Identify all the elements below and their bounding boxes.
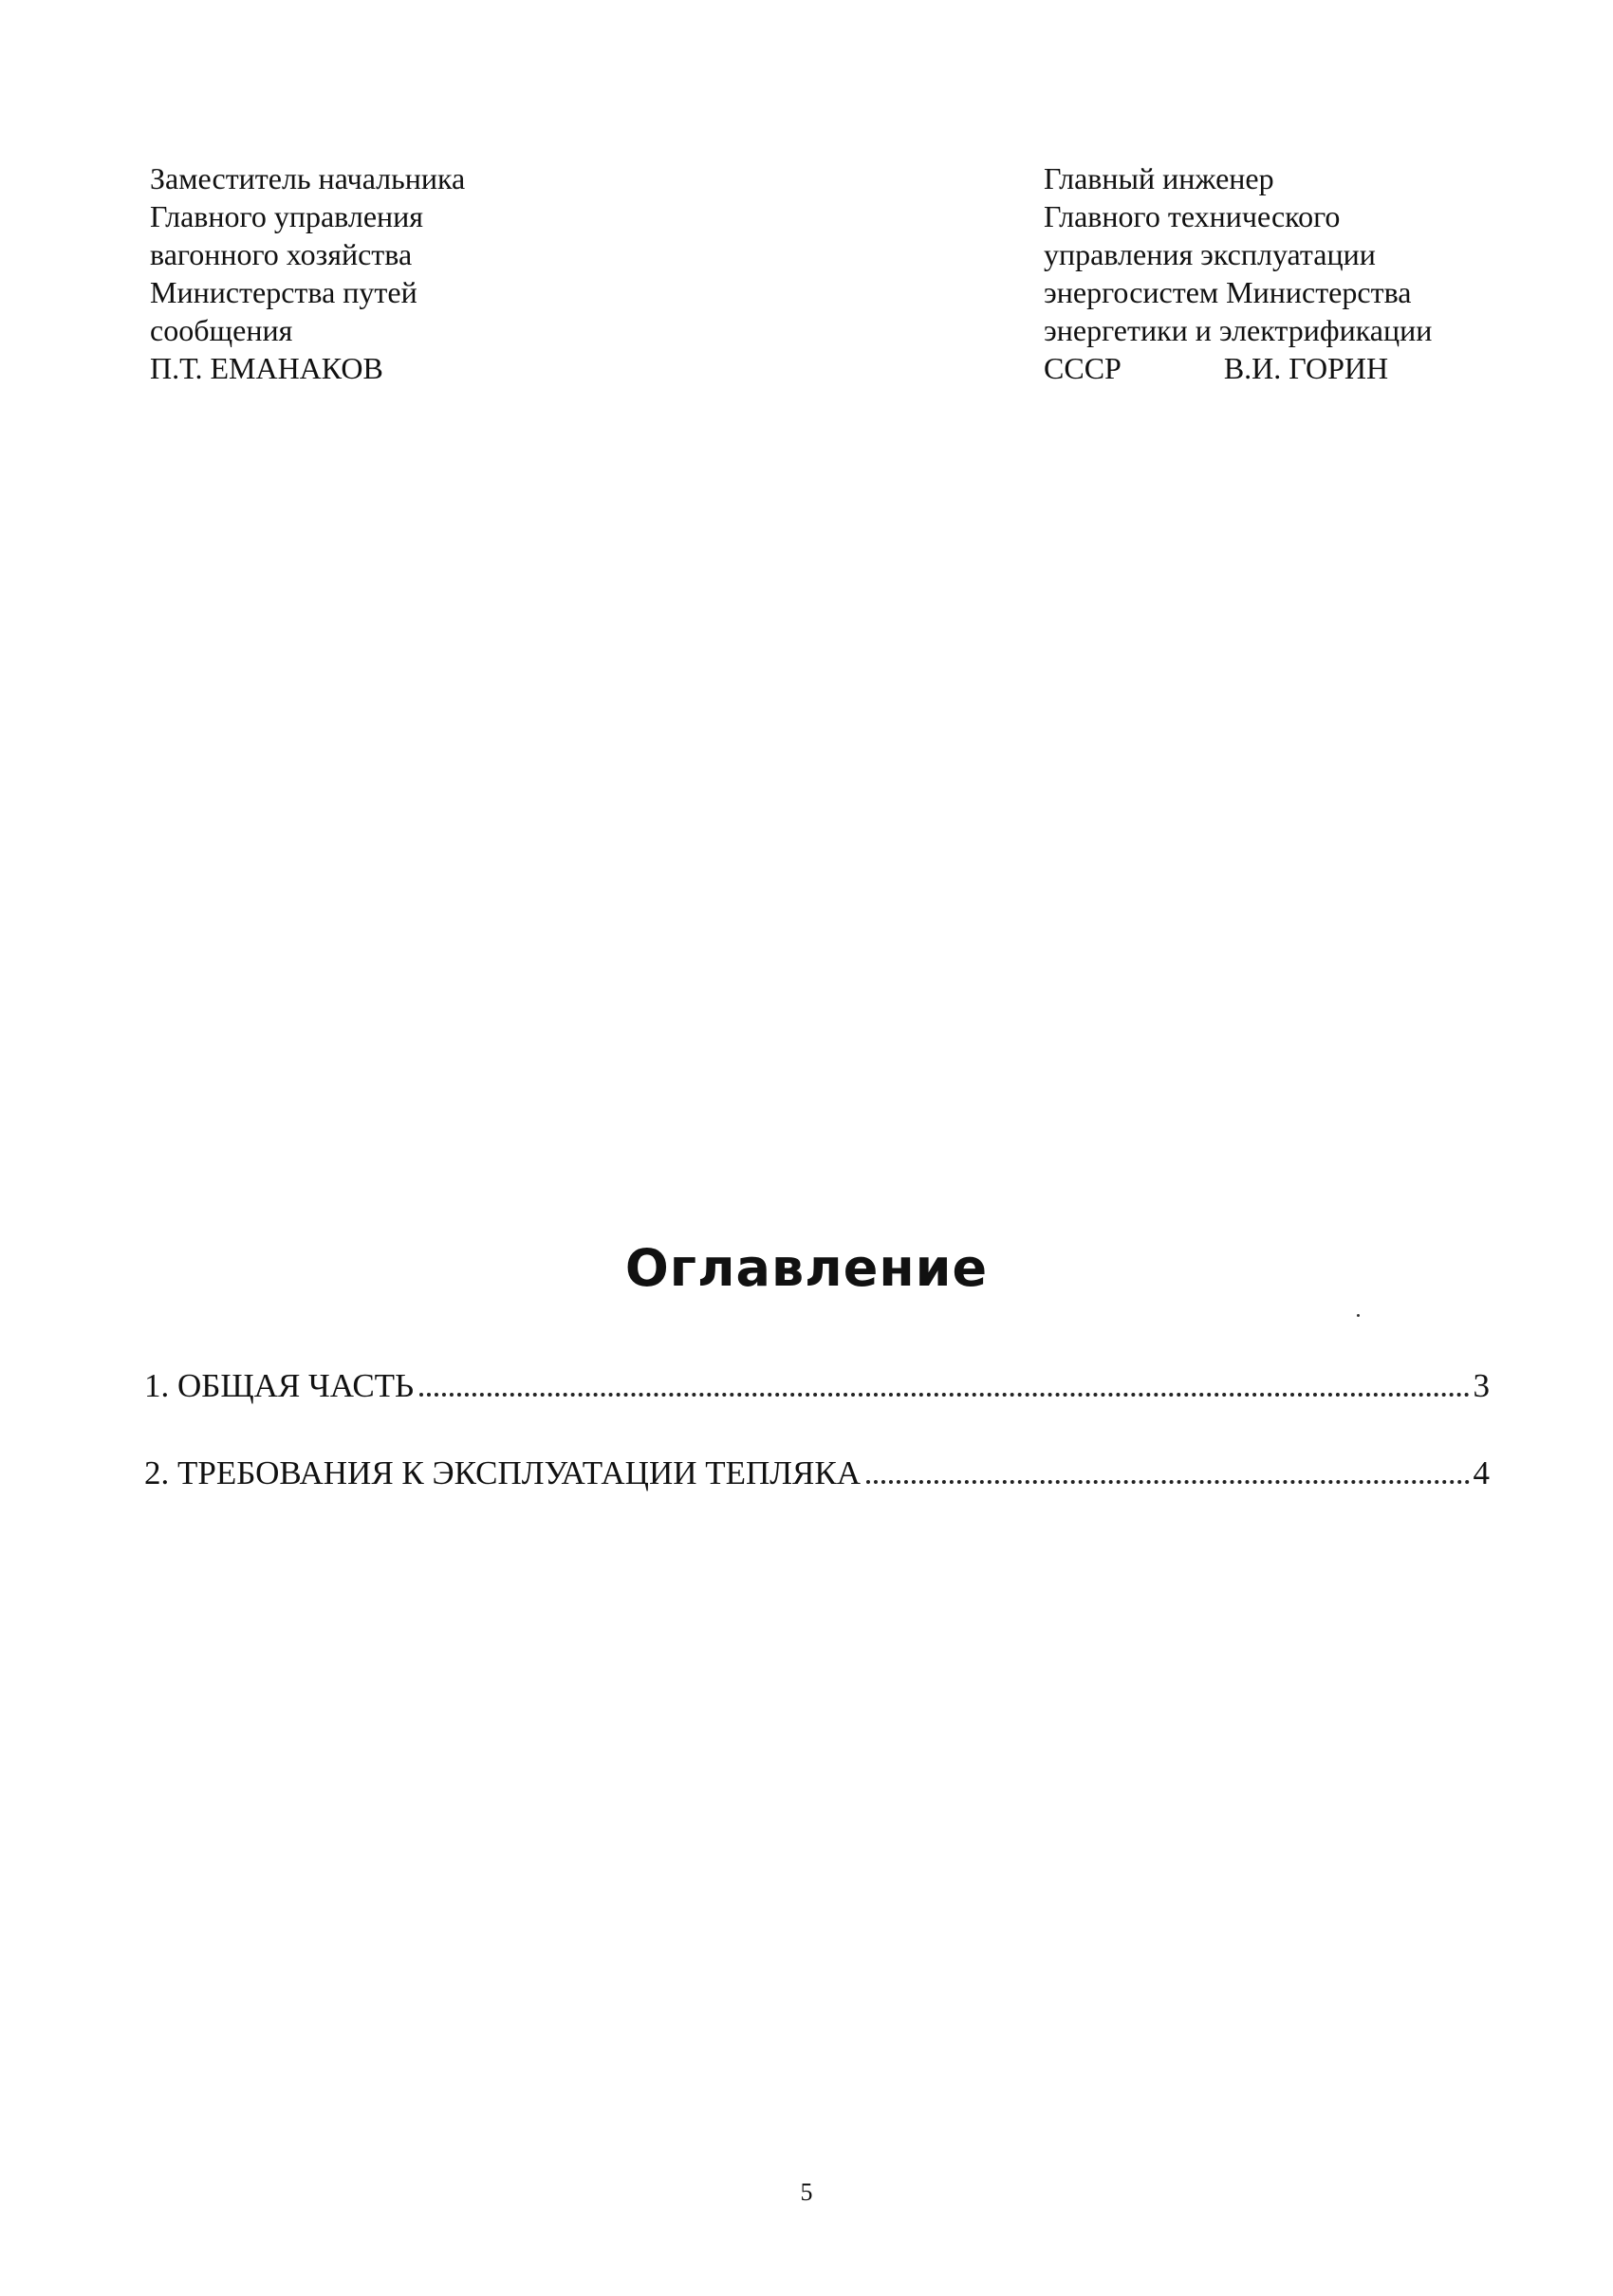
toc-dot-leader (419, 1393, 1469, 1397)
signatory-left-line: Главного управления (150, 199, 423, 233)
table-of-contents (144, 1366, 1490, 1493)
signatory-right-name-row (1044, 349, 1432, 387)
signatory-right-name: В.И. ГОРИН (1223, 351, 1389, 385)
signatory-right (1044, 159, 1432, 387)
signatory-left-line: сообщения (150, 313, 293, 347)
toc-entry[interactable] (144, 1454, 1490, 1493)
scan-speck (1357, 1314, 1360, 1317)
toc-entry-page: 3 (1473, 1367, 1490, 1404)
toc-title: Оглавление (624, 1238, 989, 1298)
signatory-right-line: Главного технического (1044, 199, 1341, 233)
signatory-left-name: П.Т. ЕМАНАКОВ (150, 351, 383, 385)
toc-dot-leader (866, 1480, 1470, 1484)
toc-entry[interactable] (144, 1366, 1490, 1406)
signatory-right-line: управления эксплуатации (1044, 237, 1376, 271)
signatory-left-line: Заместитель начальника (150, 161, 466, 195)
page-number: 5 (800, 2178, 813, 2206)
signatory-left (150, 159, 465, 387)
toc-entry-page: 4 (1473, 1454, 1490, 1491)
signatory-right-line: энергетики и электрификации (1044, 313, 1433, 347)
signatory-left-line: вагонного хозяйства (150, 237, 413, 271)
toc-entry-title: 1. ОБЩАЯ ЧАСТЬ (144, 1367, 415, 1404)
signatory-right-line: энергосистем Министерства (1044, 275, 1412, 309)
signatory-right-country: СССР (1044, 351, 1122, 385)
signatory-left-line: Министерства путей (150, 275, 417, 309)
signatory-right-line: Главный инженер (1044, 161, 1274, 195)
toc-entry-title: 2. ТРЕБОВАНИЯ К ЭКСПЛУАТАЦИИ ТЕПЛЯКА (144, 1454, 861, 1491)
